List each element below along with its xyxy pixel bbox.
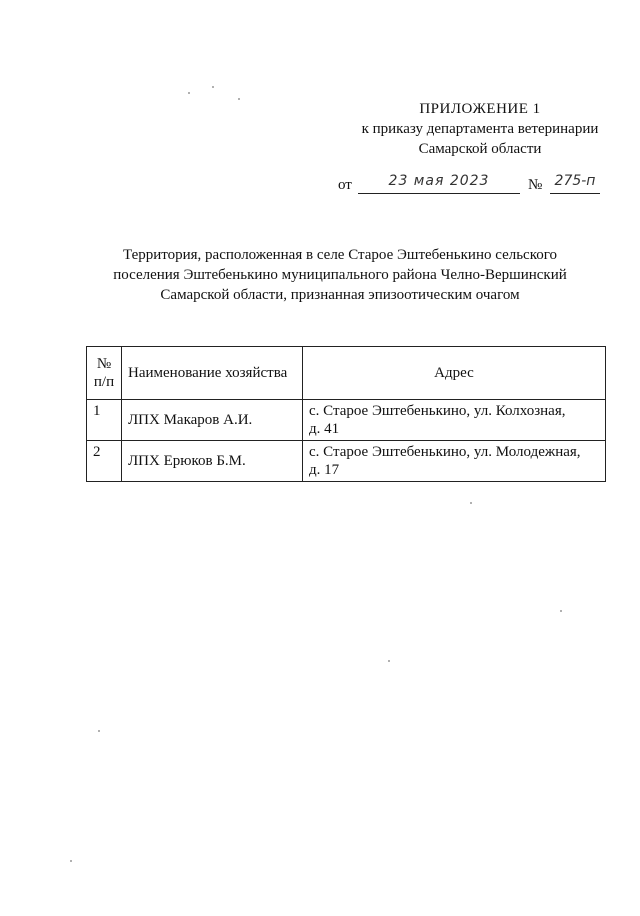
header-farm-name: Наименование хозяйства	[122, 347, 303, 400]
header-number-symbol: №	[96, 356, 112, 372]
heading-line-1: Территория, расположенная в селе Старое Эштебенькино сельского	[122, 247, 558, 263]
order-date-handwritten: 23 мая 2023	[358, 173, 520, 194]
document-heading	[80, 245, 600, 305]
scan-speck	[470, 502, 472, 504]
scan-speck	[98, 730, 100, 732]
appendix-title: ПРИЛОЖЕНИЕ 1	[419, 101, 541, 117]
table-header-row	[87, 347, 606, 400]
header-number-abbrev: п/п	[93, 374, 115, 390]
scan-speck	[212, 86, 214, 88]
table-row	[87, 400, 606, 441]
order-number-label: №	[528, 177, 543, 193]
header-address: Адрес	[303, 347, 606, 400]
appendix-header	[330, 99, 630, 159]
scan-speck	[388, 660, 390, 662]
row-number: 1	[87, 400, 122, 441]
header-number	[87, 347, 122, 400]
scan-speck	[70, 860, 72, 862]
scan-speck	[238, 98, 240, 100]
row-address-line-1: с. Старое Эштебенькино, ул. Колхозная,	[309, 403, 566, 419]
row-address-line-2: д. 17	[309, 462, 340, 478]
row-address	[303, 441, 606, 482]
table-row	[87, 441, 606, 482]
row-farm-name: ЛПХ Макаров А.И.	[122, 400, 303, 441]
row-address-line-2: д. 41	[309, 421, 340, 437]
order-from-label: от	[338, 177, 352, 193]
appendix-region: Самарской области	[418, 141, 542, 157]
scan-speck	[188, 92, 190, 94]
order-date-number-line	[338, 173, 618, 197]
heading-line-2: поселения Эштебенькино муниципального района Челно-Вершинский	[113, 267, 567, 283]
appendix-order-reference: к приказу департамента ветеринарии	[361, 121, 599, 137]
farms-table	[86, 346, 606, 482]
scan-speck	[560, 610, 562, 612]
row-address-line-1: с. Старое Эштебенькино, ул. Молодежная,	[309, 444, 581, 460]
row-number: 2	[87, 441, 122, 482]
heading-line-3: Самарской области, признанная эпизоотическим очагом	[160, 287, 520, 303]
row-farm-name: ЛПХ Ерюков Б.М.	[122, 441, 303, 482]
order-number-handwritten: 275-п	[550, 173, 600, 194]
row-address	[303, 400, 606, 441]
